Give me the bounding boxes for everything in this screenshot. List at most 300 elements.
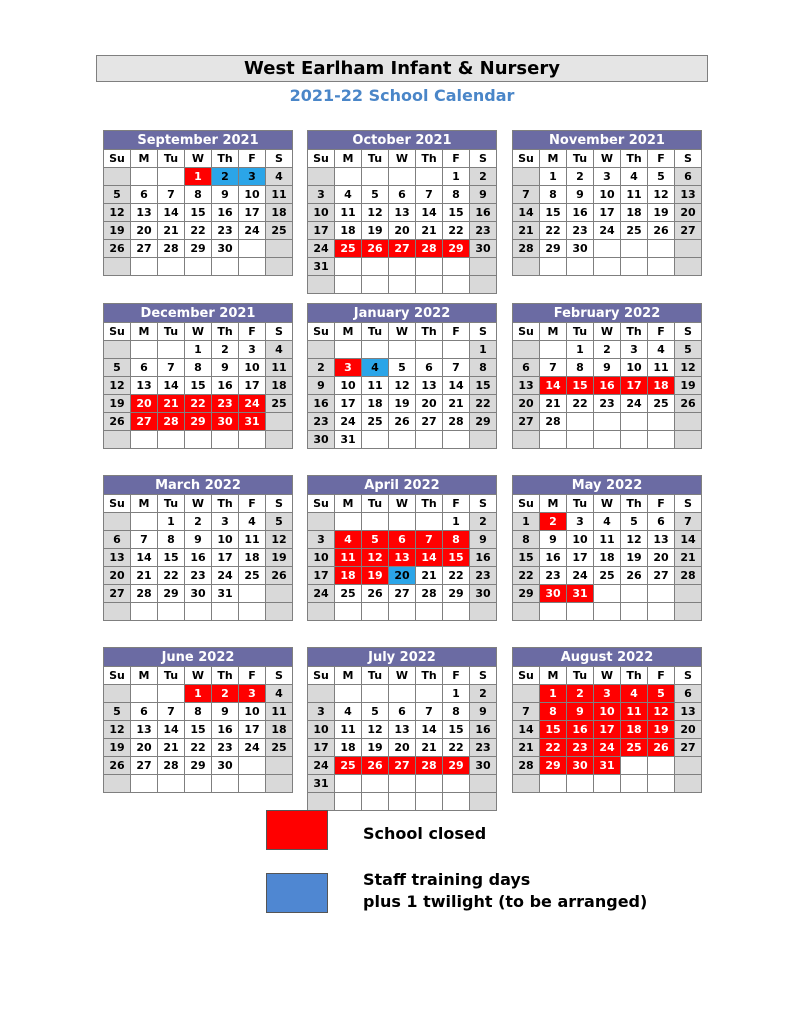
week-row [104, 395, 293, 413]
day-cell: 5 [104, 186, 131, 204]
day-cell: 19 [362, 739, 389, 757]
day-cell: 6 [513, 359, 540, 377]
weekday-header: Tu [362, 667, 389, 685]
day-cell: 3 [308, 703, 335, 721]
day-cell: 3 [567, 513, 594, 531]
day-cell: 28 [443, 413, 470, 431]
day-cell: 29 [540, 757, 567, 775]
day-cell: 19 [104, 395, 131, 413]
weekday-header: M [335, 495, 362, 513]
weekday-header: Su [308, 667, 335, 685]
day-cell: 15 [185, 721, 212, 739]
weekday-header: Tu [362, 495, 389, 513]
empty-cell [104, 513, 131, 531]
day-cell: 23 [567, 739, 594, 757]
day-cell: 10 [308, 549, 335, 567]
empty-cell [470, 276, 497, 294]
week-row [104, 258, 293, 276]
month-calendar [103, 130, 293, 276]
day-cell: 23 [470, 739, 497, 757]
day-cell: 22 [158, 567, 185, 585]
empty-cell [470, 793, 497, 811]
day-cell: 1 [540, 168, 567, 186]
empty-cell [594, 240, 621, 258]
day-cell: 12 [104, 204, 131, 222]
day-cell: 14 [416, 721, 443, 739]
day-cell: 27 [389, 757, 416, 775]
empty-cell [335, 793, 362, 811]
day-cell: 25 [266, 395, 293, 413]
day-cell: 23 [594, 395, 621, 413]
day-cell: 6 [131, 703, 158, 721]
day-cell: 14 [131, 549, 158, 567]
day-cell: 15 [443, 204, 470, 222]
week-row [513, 685, 702, 703]
empty-cell [648, 757, 675, 775]
empty-cell [416, 341, 443, 359]
day-cell: 14 [540, 377, 567, 395]
day-cell: 10 [567, 531, 594, 549]
empty-cell [185, 258, 212, 276]
empty-cell [416, 276, 443, 294]
day-cell: 6 [389, 703, 416, 721]
day-cell: 28 [158, 757, 185, 775]
day-cell: 28 [513, 757, 540, 775]
month-calendar [103, 303, 293, 449]
empty-cell [362, 258, 389, 276]
empty-cell [540, 775, 567, 793]
empty-cell [594, 775, 621, 793]
day-cell: 21 [158, 739, 185, 757]
empty-cell [416, 168, 443, 186]
empty-cell [239, 603, 266, 621]
day-cell: 1 [513, 513, 540, 531]
empty-cell [362, 775, 389, 793]
empty-cell [239, 240, 266, 258]
week-row [104, 757, 293, 775]
day-cell: 22 [567, 395, 594, 413]
day-cell: 5 [362, 186, 389, 204]
day-cell: 13 [675, 186, 702, 204]
day-cell: 13 [513, 377, 540, 395]
day-cell: 13 [675, 703, 702, 721]
empty-cell [266, 413, 293, 431]
empty-cell [104, 341, 131, 359]
empty-cell [389, 341, 416, 359]
weekday-header: S [675, 667, 702, 685]
day-cell: 6 [675, 685, 702, 703]
week-row [308, 793, 497, 811]
day-cell: 11 [621, 703, 648, 721]
weekday-header: F [443, 495, 470, 513]
day-cell: 17 [621, 377, 648, 395]
day-cell: 20 [131, 222, 158, 240]
day-cell: 12 [675, 359, 702, 377]
day-cell: 9 [567, 186, 594, 204]
day-cell: 9 [212, 359, 239, 377]
day-cell: 30 [567, 240, 594, 258]
day-cell: 11 [335, 204, 362, 222]
empty-cell [470, 431, 497, 449]
week-row [308, 685, 497, 703]
day-cell: 10 [308, 204, 335, 222]
day-cell: 15 [540, 204, 567, 222]
empty-cell [648, 258, 675, 276]
day-cell: 25 [266, 222, 293, 240]
empty-cell [594, 258, 621, 276]
empty-cell [212, 603, 239, 621]
week-row [513, 204, 702, 222]
empty-cell [389, 603, 416, 621]
empty-cell [621, 757, 648, 775]
day-cell: 30 [470, 757, 497, 775]
weekday-header: M [540, 495, 567, 513]
month-table [512, 494, 702, 621]
day-cell: 2 [212, 168, 239, 186]
week-row [104, 168, 293, 186]
month-title: December 2021 [103, 303, 293, 322]
week-row [104, 703, 293, 721]
day-cell: 20 [675, 721, 702, 739]
day-cell: 5 [389, 359, 416, 377]
empty-cell [266, 258, 293, 276]
empty-cell [308, 513, 335, 531]
day-cell: 16 [470, 549, 497, 567]
day-cell: 14 [158, 721, 185, 739]
empty-cell [131, 168, 158, 186]
weekday-header: M [335, 667, 362, 685]
week-row [513, 739, 702, 757]
weekday-header: W [594, 150, 621, 168]
weekday-header: Su [104, 150, 131, 168]
day-cell: 8 [185, 359, 212, 377]
week-row [104, 585, 293, 603]
empty-cell [239, 775, 266, 793]
day-cell: 29 [443, 240, 470, 258]
day-cell: 1 [443, 513, 470, 531]
empty-cell [266, 431, 293, 449]
day-cell: 19 [389, 395, 416, 413]
day-cell: 23 [212, 739, 239, 757]
day-cell: 15 [443, 721, 470, 739]
weekday-header: M [131, 495, 158, 513]
day-cell: 1 [443, 168, 470, 186]
day-cell: 25 [362, 413, 389, 431]
weekday-header: Th [212, 323, 239, 341]
day-cell: 17 [308, 739, 335, 757]
day-cell: 22 [470, 395, 497, 413]
empty-cell [675, 603, 702, 621]
day-cell: 27 [389, 585, 416, 603]
weekday-header: S [470, 667, 497, 685]
day-cell: 17 [567, 549, 594, 567]
empty-cell [308, 276, 335, 294]
weekday-header: F [648, 150, 675, 168]
week-row [308, 585, 497, 603]
week-row [513, 549, 702, 567]
week-row [513, 431, 702, 449]
day-cell: 28 [158, 240, 185, 258]
day-cell: 26 [648, 739, 675, 757]
day-cell: 19 [104, 739, 131, 757]
month-calendar [307, 475, 497, 621]
day-cell: 15 [443, 549, 470, 567]
day-cell: 2 [567, 685, 594, 703]
empty-cell [513, 258, 540, 276]
day-cell: 9 [212, 703, 239, 721]
empty-cell [470, 258, 497, 276]
day-cell: 23 [567, 222, 594, 240]
day-cell: 12 [621, 531, 648, 549]
weekday-header: F [239, 667, 266, 685]
day-cell: 1 [185, 168, 212, 186]
day-cell: 14 [158, 204, 185, 222]
day-cell: 29 [513, 585, 540, 603]
empty-cell [389, 258, 416, 276]
empty-cell [443, 258, 470, 276]
day-cell: 14 [675, 531, 702, 549]
empty-cell [335, 258, 362, 276]
day-cell: 5 [104, 359, 131, 377]
day-cell: 31 [594, 757, 621, 775]
weekday-header: W [389, 150, 416, 168]
day-cell: 3 [335, 359, 362, 377]
weekday-header: Su [308, 323, 335, 341]
day-cell: 12 [648, 186, 675, 204]
empty-cell [443, 775, 470, 793]
day-cell: 24 [594, 739, 621, 757]
day-cell: 20 [648, 549, 675, 567]
day-cell: 29 [443, 757, 470, 775]
day-cell: 2 [308, 359, 335, 377]
page-subtitle: 2021-22 School Calendar [289, 86, 515, 105]
day-cell: 21 [416, 222, 443, 240]
empty-cell [567, 413, 594, 431]
week-row [308, 276, 497, 294]
day-cell: 29 [540, 240, 567, 258]
week-row [308, 513, 497, 531]
day-cell: 24 [335, 413, 362, 431]
week-row [308, 186, 497, 204]
day-cell: 17 [308, 222, 335, 240]
empty-cell [567, 775, 594, 793]
month-calendar [103, 647, 293, 793]
day-cell: 3 [239, 341, 266, 359]
day-cell: 23 [212, 222, 239, 240]
month-table [103, 149, 293, 276]
day-cell: 10 [239, 703, 266, 721]
empty-cell [416, 258, 443, 276]
day-cell: 18 [335, 567, 362, 585]
day-cell: 24 [308, 757, 335, 775]
month-title: February 2022 [512, 303, 702, 322]
weekday-header: Th [416, 150, 443, 168]
day-cell: 11 [648, 359, 675, 377]
weekday-header: M [540, 667, 567, 685]
weekday-header: W [185, 150, 212, 168]
day-cell: 12 [362, 204, 389, 222]
day-cell: 6 [416, 359, 443, 377]
weekday-header: Tu [158, 150, 185, 168]
empty-cell [594, 431, 621, 449]
day-cell: 26 [362, 757, 389, 775]
day-cell: 16 [594, 377, 621, 395]
weekday-header: Th [212, 150, 239, 168]
day-cell: 9 [470, 703, 497, 721]
day-cell: 25 [335, 585, 362, 603]
weekday-header: Su [513, 323, 540, 341]
day-cell: 27 [416, 413, 443, 431]
week-row [308, 775, 497, 793]
day-cell: 31 [335, 431, 362, 449]
day-cell: 6 [131, 186, 158, 204]
day-cell: 29 [185, 413, 212, 431]
day-cell: 10 [308, 721, 335, 739]
weekday-header: Su [513, 495, 540, 513]
legend-training-swatch [266, 873, 328, 913]
day-cell: 1 [567, 341, 594, 359]
day-cell: 8 [185, 186, 212, 204]
empty-cell [648, 603, 675, 621]
empty-cell [675, 775, 702, 793]
weekday-header: M [540, 150, 567, 168]
day-cell: 19 [362, 222, 389, 240]
day-cell: 15 [185, 204, 212, 222]
week-row [308, 567, 497, 585]
day-cell: 4 [239, 513, 266, 531]
day-cell: 28 [675, 567, 702, 585]
day-cell: 1 [185, 685, 212, 703]
legend-closed-swatch [266, 810, 328, 850]
week-row [104, 431, 293, 449]
day-cell: 24 [308, 240, 335, 258]
week-row [513, 168, 702, 186]
day-cell: 12 [266, 531, 293, 549]
month-title: May 2022 [512, 475, 702, 494]
day-cell: 11 [266, 186, 293, 204]
weekday-header: Tu [362, 150, 389, 168]
empty-cell [416, 685, 443, 703]
day-cell: 2 [567, 168, 594, 186]
day-cell: 9 [308, 377, 335, 395]
weekday-header: Tu [158, 495, 185, 513]
day-cell: 16 [567, 204, 594, 222]
day-cell: 28 [540, 413, 567, 431]
day-cell: 23 [308, 413, 335, 431]
day-cell: 16 [212, 377, 239, 395]
week-row [104, 186, 293, 204]
empty-cell [362, 276, 389, 294]
day-cell: 18 [621, 204, 648, 222]
empty-cell [239, 757, 266, 775]
month-title: January 2022 [307, 303, 497, 322]
month-title: July 2022 [307, 647, 497, 666]
empty-cell [675, 757, 702, 775]
day-cell: 24 [239, 222, 266, 240]
empty-cell [239, 585, 266, 603]
day-cell: 13 [389, 204, 416, 222]
empty-cell [158, 341, 185, 359]
weekday-header: M [335, 150, 362, 168]
week-row [308, 603, 497, 621]
weekday-header: Th [416, 667, 443, 685]
empty-cell [362, 603, 389, 621]
empty-cell [158, 431, 185, 449]
weekday-header: F [443, 150, 470, 168]
day-cell: 19 [362, 567, 389, 585]
month-table [307, 322, 497, 449]
day-cell: 19 [621, 549, 648, 567]
day-cell: 22 [185, 395, 212, 413]
weekday-header: S [266, 150, 293, 168]
weekday-header: Tu [158, 323, 185, 341]
day-cell: 31 [212, 585, 239, 603]
weekday-header: Su [513, 150, 540, 168]
weekday-header: W [594, 323, 621, 341]
empty-cell [513, 603, 540, 621]
day-cell: 14 [158, 377, 185, 395]
week-row [513, 603, 702, 621]
weekday-header: W [389, 495, 416, 513]
week-row [308, 395, 497, 413]
week-row [308, 703, 497, 721]
weekday-header: Tu [567, 323, 594, 341]
day-cell: 12 [362, 549, 389, 567]
day-cell: 17 [335, 395, 362, 413]
week-row [513, 395, 702, 413]
week-row [513, 703, 702, 721]
week-row [308, 204, 497, 222]
day-cell: 11 [335, 549, 362, 567]
empty-cell [239, 258, 266, 276]
empty-cell [675, 431, 702, 449]
day-cell: 13 [648, 531, 675, 549]
weekday-header: S [470, 150, 497, 168]
week-row [104, 549, 293, 567]
day-cell: 5 [104, 703, 131, 721]
day-cell: 3 [594, 168, 621, 186]
empty-cell [416, 431, 443, 449]
day-cell: 24 [594, 222, 621, 240]
empty-cell [540, 603, 567, 621]
day-cell: 15 [513, 549, 540, 567]
day-cell: 13 [131, 377, 158, 395]
day-cell: 30 [470, 585, 497, 603]
day-cell: 13 [389, 721, 416, 739]
month-calendar [512, 647, 702, 793]
empty-cell [648, 775, 675, 793]
weekday-header: M [131, 323, 158, 341]
week-row [513, 341, 702, 359]
month-calendar [512, 130, 702, 276]
day-cell: 19 [648, 721, 675, 739]
week-row [104, 240, 293, 258]
day-cell: 28 [416, 240, 443, 258]
empty-cell [416, 603, 443, 621]
week-row [308, 757, 497, 775]
empty-cell [308, 168, 335, 186]
day-cell: 25 [621, 739, 648, 757]
day-cell: 29 [185, 757, 212, 775]
week-row [104, 739, 293, 757]
day-cell: 9 [470, 531, 497, 549]
day-cell: 20 [131, 739, 158, 757]
week-row [513, 377, 702, 395]
day-cell: 6 [131, 359, 158, 377]
empty-cell [362, 341, 389, 359]
empty-cell [621, 413, 648, 431]
day-cell: 24 [212, 567, 239, 585]
